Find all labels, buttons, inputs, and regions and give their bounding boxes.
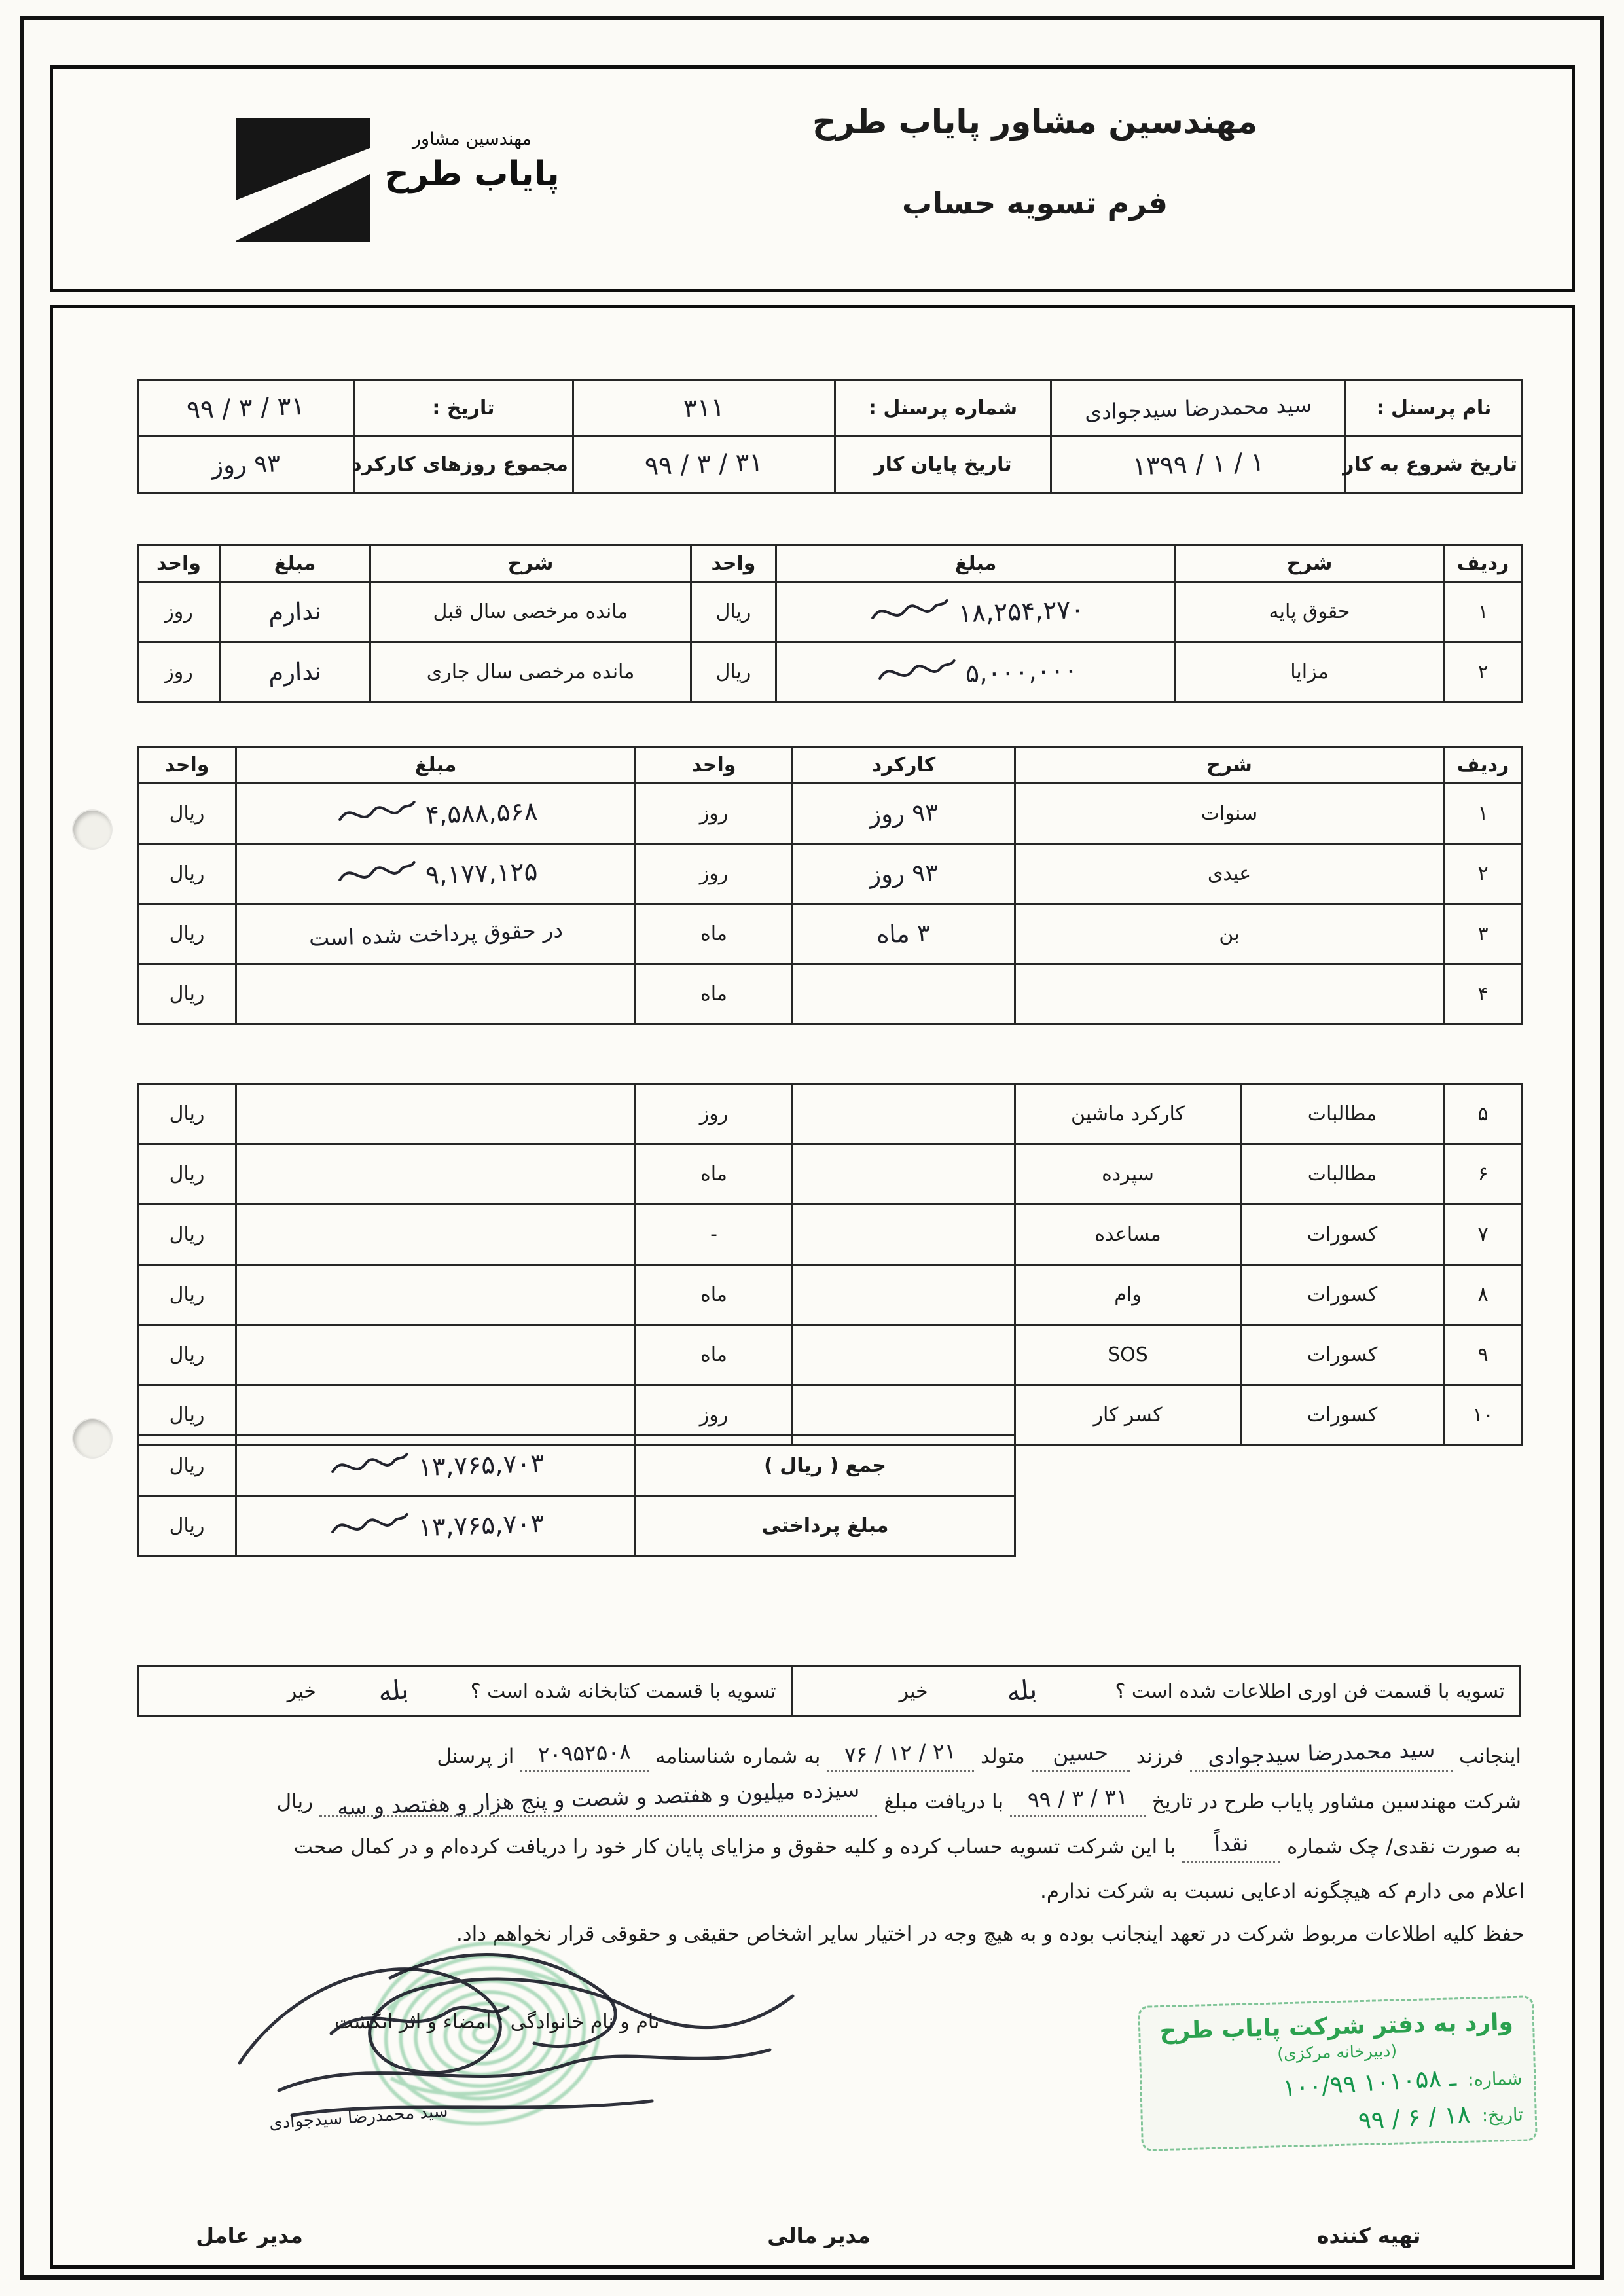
item-cell: مساعده xyxy=(1015,1205,1241,1265)
stamp-title: وارد به دفتر شرکت پایاب طرح xyxy=(1159,2008,1514,2045)
handwritten-father-name: حسین xyxy=(1052,1739,1109,1767)
punch-hole xyxy=(73,1419,111,1457)
work-cell xyxy=(793,784,1015,844)
item-cell: سپرده xyxy=(1015,1144,1241,1205)
declaration-line: اعلام می دارم که هیچگونه ادعایی نسبت به شرکت ندارم. xyxy=(1040,1880,1525,1903)
signature-squiggle-icon xyxy=(867,594,952,630)
unit-cell: ریال xyxy=(691,642,776,702)
declaration-line: حفظ کلیه اطلاعات مربوط شرکت در تعهد اینجانب بوده و به هیچ وجه در اختیار سایر اشخاص حقیقی و حقوقی قرار نخواهم داد. xyxy=(456,1922,1525,1946)
clearance-library-question: تسویه با قسمت کتابخانه شده است ؟ xyxy=(470,1679,776,1703)
handwritten-worked-days: ۹۳ روز xyxy=(211,449,281,480)
unit-cell: ماه xyxy=(636,1325,793,1385)
unit-cell: ماه xyxy=(636,1144,793,1205)
ceo-label: مدیر عامل xyxy=(196,2223,303,2248)
handwritten-yes: بله xyxy=(376,1674,410,1708)
table-row xyxy=(138,964,1523,1025)
table-row xyxy=(138,1205,1523,1265)
worked-days-label: مجموع روزهای کارکرد xyxy=(354,437,573,493)
sum-row xyxy=(138,1436,1015,1496)
col-header: شرح xyxy=(1176,545,1444,582)
handwritten-end-date: ۹۹ / ۳ / ۳۱ xyxy=(644,447,764,482)
unit-cell: - xyxy=(636,1205,793,1265)
table-row xyxy=(138,784,1523,844)
form-header xyxy=(50,65,1575,292)
signature-name: سید محمدرضا سیدجوادی xyxy=(268,2101,449,2134)
static-text: با دریافت مبلغ xyxy=(884,1790,1004,1813)
handwritten-paid-total: ۱۳,۷۶۵,۷۰۳ xyxy=(418,1508,545,1543)
table-row xyxy=(138,904,1523,964)
row-number: ۱ xyxy=(1444,784,1523,844)
col-header: کارکرد xyxy=(793,747,1015,784)
sum-unit-cell: ریال xyxy=(138,1436,236,1496)
clearance-it-section xyxy=(791,1667,1519,1715)
declaration-line xyxy=(137,1832,1525,1863)
unit-cell: ریال xyxy=(691,582,776,642)
handwritten-name: سید محمدرضا سیدجوادی xyxy=(1084,391,1312,426)
signature-squiggle-icon xyxy=(334,796,419,831)
unit2-cell: روز xyxy=(138,582,220,642)
amount-cell xyxy=(236,1205,636,1265)
handwritten-work: ۳ ماه xyxy=(876,919,931,949)
start-date-cell xyxy=(1051,437,1346,493)
col-header: واحد xyxy=(138,545,220,582)
row-number: ۷ xyxy=(1444,1205,1523,1265)
unit2-cell: ریال xyxy=(138,904,236,964)
logo-text-large: پایاب طرح xyxy=(384,155,560,194)
static-text: از پرسنل xyxy=(437,1745,514,1768)
end-date-label: تاریخ پایان کار xyxy=(835,437,1051,493)
row-number: ۲ xyxy=(1444,844,1523,904)
unit-cell: ماه xyxy=(636,1265,793,1325)
table-row xyxy=(138,642,1523,702)
table-header-row xyxy=(138,747,1523,784)
unit-cell: روز xyxy=(636,844,793,904)
table-row xyxy=(138,1325,1523,1385)
table-row xyxy=(138,1084,1523,1144)
category-cell: کسورات xyxy=(1241,1265,1444,1325)
sum-amount-cell xyxy=(236,1436,636,1496)
static-text: با این شرکت تسویه حساب کرده و کلیه حقوق و مزایای پایان کار خود را دریافت کرده‌ام و در کمال صحت xyxy=(293,1835,1176,1859)
handwritten-name: سید محمدرضا سیدجوادی xyxy=(1206,1736,1435,1770)
col-header: مبلغ xyxy=(776,545,1176,582)
amount-cell xyxy=(236,904,636,964)
category-cell: کسورات xyxy=(1241,1325,1444,1385)
desc-cell: حقوق پایه xyxy=(1176,582,1444,642)
unit-cell: ماه xyxy=(636,904,793,964)
company-title: مهندسین مشاور پایاب طرح xyxy=(812,103,1258,141)
static-text: اینجانب xyxy=(1458,1745,1521,1768)
row-number: ۵ xyxy=(1444,1084,1523,1144)
desc2-cell: مانده مرخصی سال قبل xyxy=(370,582,691,642)
table-header-row xyxy=(138,545,1523,582)
unit2-cell: ریال xyxy=(138,1325,236,1385)
handwritten-note: در حقوق پرداخت شده است xyxy=(308,917,563,951)
handwritten-start-date: ۱۳۹۹ / ۱ / ۱ xyxy=(1131,447,1265,482)
paid-amount-cell xyxy=(236,1496,636,1556)
form-body xyxy=(50,305,1575,2269)
col-header: شرح xyxy=(1015,747,1444,784)
benefits-table xyxy=(137,746,1523,1025)
category-cell: کسورات xyxy=(1241,1205,1444,1265)
stamp-date-row xyxy=(1154,2101,1523,2139)
item-cell: کسر کار xyxy=(1015,1385,1241,1446)
category-cell: کسورات xyxy=(1241,1385,1444,1446)
handwritten-settlement-date: ۹۹ / ۳ / ۳۱ xyxy=(1027,1783,1128,1813)
handwritten-stamp-date: ۹۹ / ۶ / ۱۸ xyxy=(1357,2100,1471,2136)
paid-label: مبلغ پرداختی xyxy=(636,1496,1015,1556)
col-header: ردیف xyxy=(1444,747,1523,784)
worked-days-cell xyxy=(138,437,354,493)
info-row xyxy=(138,437,1523,493)
clearance-library-section xyxy=(139,1667,791,1715)
row-number: ۱۰ xyxy=(1444,1385,1523,1446)
handwritten-date: ۹۹ / ۳ / ۳۱ xyxy=(186,391,306,426)
handwritten-amount: ۵,۰۰۰,۰۰۰ xyxy=(965,655,1078,689)
declaration-line xyxy=(137,1776,1525,1820)
unit2-cell: ریال xyxy=(138,1385,236,1446)
unit-cell: روز xyxy=(636,1084,793,1144)
signature-caption: نام و نام خانوادگی : امضاء و اثر انگشت xyxy=(334,2011,660,2033)
clearance-row xyxy=(137,1665,1521,1717)
category-cell: مطالبات xyxy=(1241,1084,1444,1144)
date-value-cell xyxy=(138,380,354,437)
static-text: فرزند xyxy=(1136,1745,1183,1768)
desc-cell: عیدی xyxy=(1015,844,1444,904)
col-header: واحد xyxy=(636,747,793,784)
handwritten-value: ندارم xyxy=(268,596,322,627)
col-header: واحد xyxy=(691,545,776,582)
handwritten-value: ندارم xyxy=(268,657,322,687)
unit2-cell: ریال xyxy=(138,1084,236,1144)
salary-table xyxy=(137,544,1523,703)
stamp-number-row xyxy=(1153,2065,1523,2103)
unit2-cell: ریال xyxy=(138,1144,236,1205)
claims-deductions-table xyxy=(137,1083,1523,1446)
col-header: ردیف xyxy=(1444,545,1523,582)
table-row xyxy=(138,1144,1523,1205)
work-cell xyxy=(793,904,1015,964)
stamp-date-label: تاریخ: xyxy=(1481,2104,1524,2126)
desc-cell: مزایا xyxy=(1176,642,1444,702)
end-date-cell xyxy=(573,437,835,493)
date-label: تاریخ : xyxy=(354,380,573,437)
personal-info-table xyxy=(137,379,1523,494)
unit2-cell: ریال xyxy=(138,1265,236,1325)
amount2-cell xyxy=(220,582,370,642)
static-text: متولد xyxy=(981,1745,1025,1768)
signature-squiggle-icon xyxy=(334,856,419,892)
handwritten-id-number: ۲۰۹۵۲۵۰۸ xyxy=(537,1738,632,1768)
category-cell: مطالبات xyxy=(1241,1144,1444,1205)
handwritten-birth-date: ۷۶ / ۱۲ / ۲۱ xyxy=(844,1738,957,1768)
col-header: مبلغ xyxy=(236,747,636,784)
handwritten-work: ۹۳ روز xyxy=(869,798,939,829)
handwritten-amount: ۹,۱۷۷,۱۲۵ xyxy=(425,857,538,890)
table-row xyxy=(138,844,1523,904)
info-row xyxy=(138,380,1523,437)
unit2-cell: ریال xyxy=(138,844,236,904)
unit-cell: روز xyxy=(636,784,793,844)
work-cell xyxy=(793,1205,1015,1265)
handwritten-total: ۱۳,۷۶۵,۷۰۳ xyxy=(418,1448,545,1483)
desc-cell: سنوات xyxy=(1015,784,1444,844)
unit-cell: ماه xyxy=(636,964,793,1025)
office-stamp xyxy=(1138,1995,1538,2151)
unit2-cell: ریال xyxy=(138,1205,236,1265)
work-cell xyxy=(793,1325,1015,1385)
table-row xyxy=(138,1265,1523,1325)
row-number: ۸ xyxy=(1444,1265,1523,1325)
unit-cell: روز xyxy=(636,1385,793,1446)
static-text: به شماره شناسنامه xyxy=(655,1745,821,1768)
row-number: ۴ xyxy=(1444,964,1523,1025)
company-logo-icon xyxy=(236,118,370,242)
handwritten-cheque: نقداً xyxy=(1214,1830,1249,1857)
amount-cell xyxy=(236,1325,636,1385)
desc2-cell: مانده مرخصی سال جاری xyxy=(370,642,691,702)
paid-row xyxy=(138,1496,1015,1556)
clearance-no-option: خیر xyxy=(899,1679,928,1703)
row-number: ۶ xyxy=(1444,1144,1523,1205)
static-text: شرکت مهندسین مشاور پایاب طرح در تاریخ xyxy=(1151,1790,1521,1813)
stamp-subtitle: (دبیرخانه مرکزی) xyxy=(1276,2041,1398,2064)
work-cell xyxy=(793,844,1015,904)
unit2-cell: ریال xyxy=(138,784,236,844)
unit2-cell: ریال xyxy=(138,964,236,1025)
row-number: ۱ xyxy=(1444,582,1523,642)
handwritten-work: ۹۳ روز xyxy=(869,858,939,889)
row-number: ۲ xyxy=(1444,642,1523,702)
col-header: شرح xyxy=(370,545,691,582)
signature-squiggle-icon xyxy=(874,655,959,690)
handwritten-stamp-number: ۱۰۰/۹۹ ـ ۱۰۱۰۵۸ xyxy=(1282,2063,1457,2102)
handwritten-amount: ۱۸,۲۵۴,۲۷۰ xyxy=(958,594,1085,629)
amount-cell xyxy=(236,784,636,844)
handwritten-amount-words: سیزده میلیون و هفتصد و شصت و پنج هزار و هفتصد و سه xyxy=(336,1776,860,1820)
col-header: مبلغ xyxy=(220,545,370,582)
clearance-it-question: تسویه با قسمت فن اوری اطلاعات شده است ؟ xyxy=(1115,1679,1505,1703)
amount-cell xyxy=(236,844,636,904)
personnel-number-cell xyxy=(573,380,835,437)
row-number: ۹ xyxy=(1444,1325,1523,1385)
work-cell xyxy=(793,1265,1015,1325)
preparer-label: تهیه کننده xyxy=(1316,2223,1421,2248)
work-cell xyxy=(793,964,1015,1025)
amount2-cell xyxy=(220,642,370,702)
desc-cell: بن xyxy=(1015,904,1444,964)
work-cell xyxy=(793,1144,1015,1205)
name-value-cell xyxy=(1051,380,1346,437)
form-title: فرم تسویه حساب xyxy=(901,185,1168,221)
finance-manager-label: مدیر مالی xyxy=(767,2223,871,2248)
amount-cell xyxy=(236,1084,636,1144)
clearance-no-option: خیر xyxy=(287,1679,316,1703)
static-text: به صورت نقدی/ چک شماره xyxy=(1287,1835,1521,1859)
amount-cell xyxy=(236,1265,636,1325)
amount-cell xyxy=(776,642,1176,702)
stamp-number-label: شماره: xyxy=(1468,2068,1523,2090)
signature-squiggle-icon xyxy=(327,1508,412,1544)
start-date-label: تاریخ شروع به کار xyxy=(1346,437,1523,493)
logo-text-small: مهندسین مشاور xyxy=(412,129,532,149)
unit2-cell: روز xyxy=(138,642,220,702)
handwritten-personnel-number: ۳۱۱ xyxy=(683,392,725,424)
row-number: ۳ xyxy=(1444,904,1523,964)
col-header: واحد xyxy=(138,747,236,784)
company-logo-text xyxy=(377,129,567,194)
amount-cell xyxy=(236,964,636,1025)
totals-table xyxy=(137,1434,1016,1557)
sum-label: جمع ( ریال ) xyxy=(636,1436,1015,1496)
item-cell: وام xyxy=(1015,1265,1241,1325)
amount-cell xyxy=(236,1144,636,1205)
paid-unit-cell: ریال xyxy=(138,1496,236,1556)
punch-hole xyxy=(73,811,111,848)
amount-cell xyxy=(776,582,1176,642)
table-row xyxy=(138,582,1523,642)
signature-squiggle-icon xyxy=(327,1448,412,1484)
static-text: ریال xyxy=(276,1790,314,1813)
handwritten-yes: بله xyxy=(1005,1674,1038,1708)
item-cell: کارکرد ماشین xyxy=(1015,1084,1241,1144)
personnel-number-label: شماره پرسنل : xyxy=(835,380,1051,437)
desc-cell xyxy=(1015,964,1444,1025)
handwritten-amount: ۴,۵۸۸,۵۶۸ xyxy=(425,797,538,830)
item-cell: SOS xyxy=(1015,1325,1241,1385)
declaration-line xyxy=(137,1736,1525,1772)
work-cell xyxy=(793,1084,1015,1144)
name-label: نام پرسنل : xyxy=(1346,380,1523,437)
